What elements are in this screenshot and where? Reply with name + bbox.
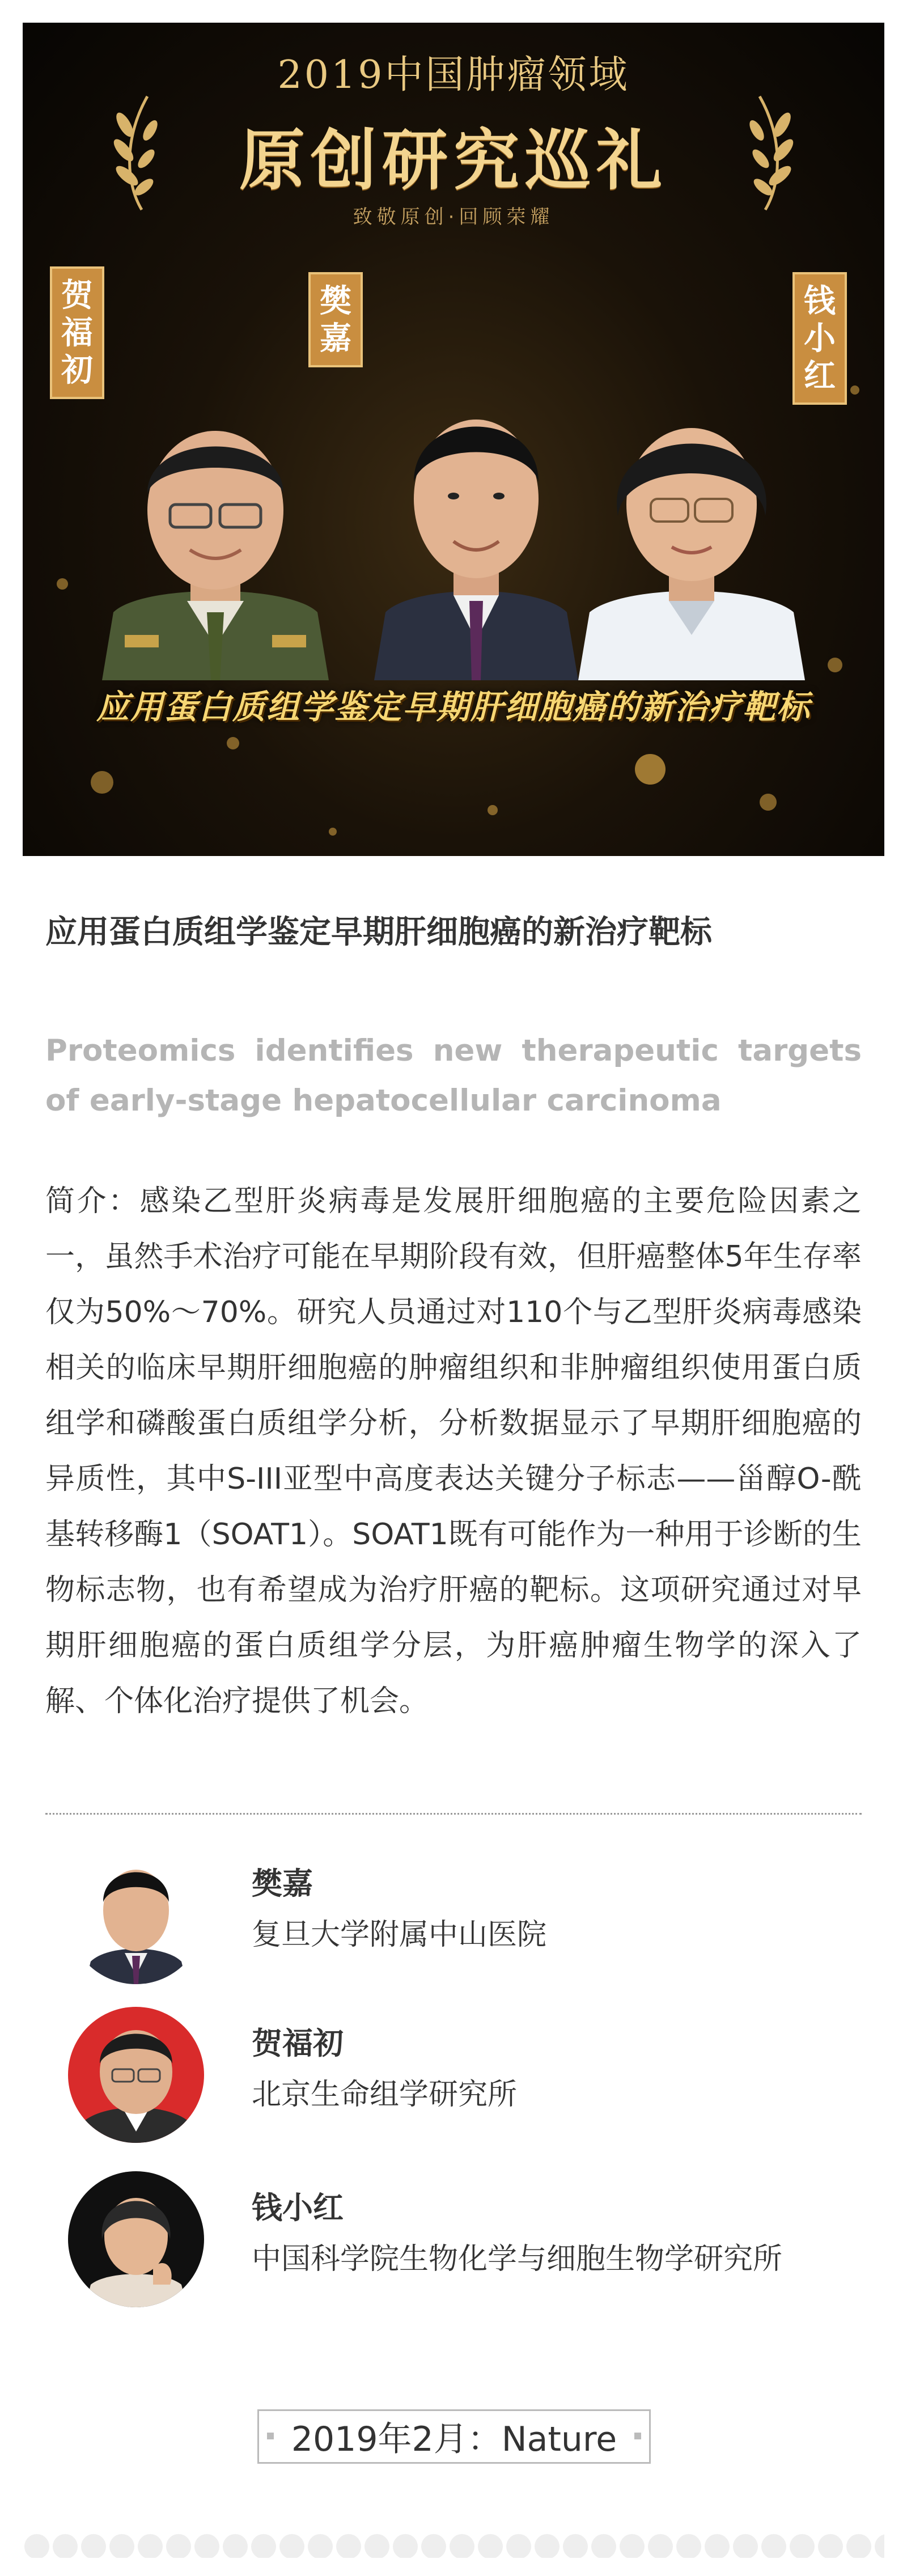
article-subtitle: Proteomics identifies new therapeutic targets of early-stage hepatocellular carcinoma bbox=[45, 1033, 862, 1118]
divider bbox=[45, 1813, 862, 1815]
article-title: 应用蛋白质组学鉴定早期肝细胞癌的新治疗靶标 bbox=[45, 914, 712, 951]
source-label: 2019年2月：Nature bbox=[257, 2409, 651, 2464]
portrait-qian-xiaohong bbox=[567, 385, 816, 680]
author-affiliation: 北京生命组学研究所 bbox=[252, 2078, 518, 2112]
portrait-fan-jia bbox=[368, 385, 584, 680]
author-name: 樊嘉 bbox=[252, 1866, 313, 1901]
author-affiliation: 中国科学院生物化学与细胞生物学研究所 bbox=[252, 2242, 783, 2276]
author-name: 贺福初 bbox=[252, 2026, 344, 2061]
name-tag-text: 樊 嘉 bbox=[320, 282, 351, 357]
avatar-qian-xiaohong-image bbox=[68, 2171, 204, 2307]
banner-bottom-title: 应用蛋白质组学鉴定早期肝细胞癌的新治疗靶标 bbox=[96, 688, 811, 726]
name-tag-text: 钱 小 红 bbox=[804, 282, 836, 395]
avatar-he-fuchu bbox=[68, 2007, 204, 2143]
avatar-fan-jia-image bbox=[68, 1848, 204, 1984]
sparkle-decoration bbox=[329, 828, 337, 836]
sparkle-decoration bbox=[828, 658, 842, 672]
sparkle-decoration bbox=[850, 385, 859, 395]
name-tag-he-fuchu bbox=[50, 266, 104, 399]
author-affiliation: 复旦大学附属中山医院 bbox=[252, 1918, 547, 1952]
banner-main-title: 原创研究巡礼 bbox=[239, 122, 668, 199]
sparkle-decoration bbox=[488, 805, 498, 815]
name-tag-fan-jia bbox=[308, 272, 363, 367]
article-body: 简介：感染乙型肝炎病毒是发展肝细胞癌的主要危险因素之一，虽然手术治疗可能在早期阶段有效，但肝癌整体5年生存率仅为50%～70%。研究人员通过对110个与乙型肝炎病毒感染相关的临床早期肝细胞癌的肿瘤组织和非肿瘤组织使用蛋白质组学和磷酸蛋白质组学分析，分析数据显示了早期肝细胞癌的异质性，其中S-III亚型中高度表达关键分子标志——甾醇O-酰基转移酶1（SOAT1）。SOAT1既有可能作为一种用于诊断的生物标志物，也有希望成为治疗肝癌的靶标。这项研究通过对早期肝细胞癌的蛋白质组学分层，为肝癌肿瘤生物学的深入了解、个体化治疗提供了机会。 bbox=[45, 1184, 862, 1718]
sparkle-decoration bbox=[227, 737, 239, 749]
sparkle-decoration bbox=[760, 794, 777, 811]
banner-image bbox=[23, 23, 884, 856]
scallop-border-decoration bbox=[23, 2530, 884, 2558]
sparkle-decoration bbox=[57, 578, 68, 590]
sparkle-decoration bbox=[91, 771, 113, 794]
portrait-he-fuchu bbox=[91, 397, 340, 680]
banner-top-title: 2019中国肿瘤领域 bbox=[277, 53, 630, 98]
sparkle-decoration bbox=[635, 754, 666, 785]
banner-tagline: 致敬原创·回顾荣耀 bbox=[353, 206, 554, 228]
avatar-qian-xiaohong bbox=[68, 2171, 204, 2307]
avatar-he-fuchu-image bbox=[68, 2007, 204, 2143]
avatar-fan-jia bbox=[68, 1848, 204, 1984]
name-tag-qian-xiaohong bbox=[792, 272, 847, 405]
name-tag-text: 贺 福 初 bbox=[61, 277, 93, 389]
author-name: 钱小红 bbox=[252, 2190, 344, 2226]
